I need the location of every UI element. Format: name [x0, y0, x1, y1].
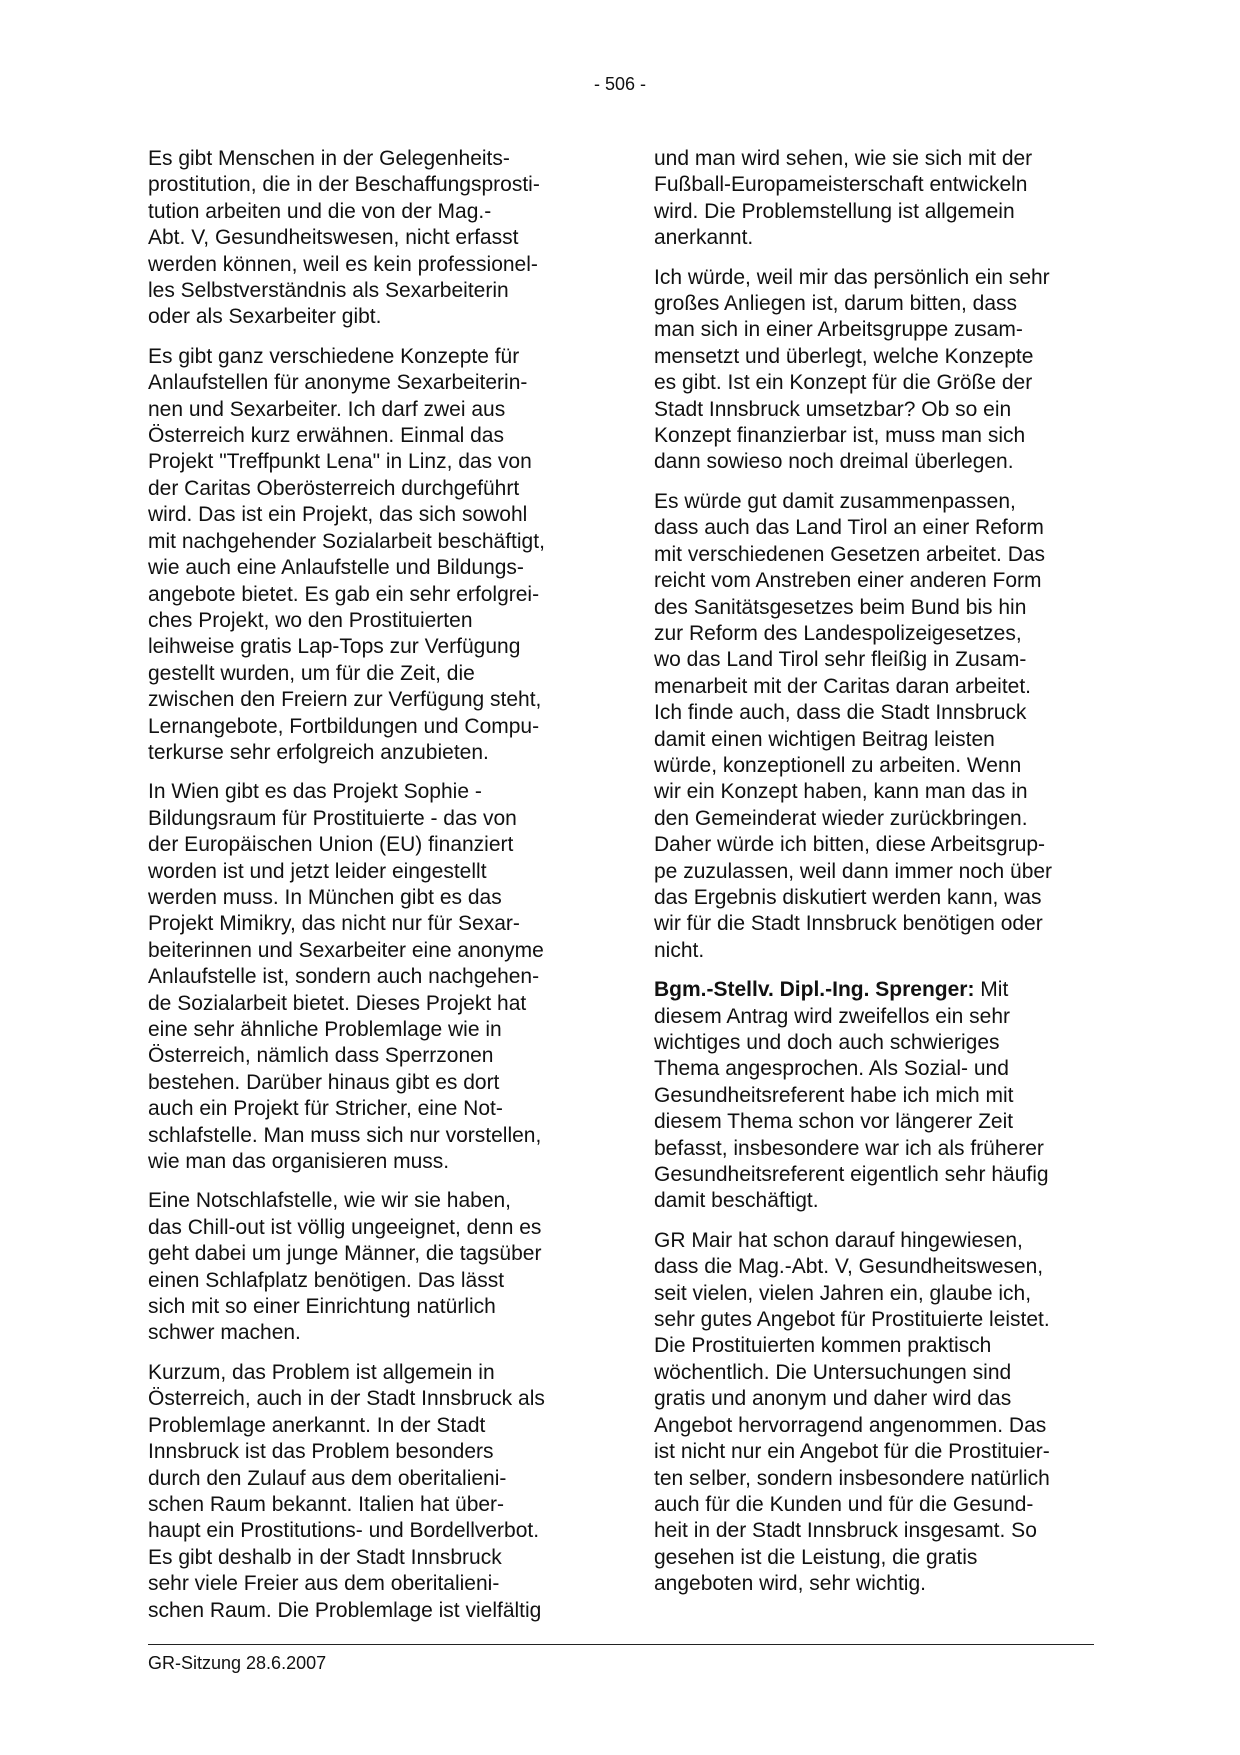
left-paragraph-2: Es gibt ganz verschiedene Konzepte für Anlaufstellen für anonyme Sexarbeiterin- nen und Sexarbeiter. Ich darf zwei aus Österreich kurz erwähnen. Einmal das Projekt "Treffpunkt Lena" in Linz, das von der Caritas Oberösterreich durchgeführt wird. Das ist ein Projekt, das sich sowohl mit nachgehender Sozialarbeit beschäftigt, wie auch eine Anlaufstelle und Bildungs- angebote bietet. Es gab ein sehr erfolgrei- ches Projekt, wo den Prostituierten leihweise gratis Lap-Tops zur Verfügung gestellt wurden, um für die Zeit, die zwischen den Freiern zur Verfügung steht, Lernangebote, Fortbildungen und Compu- terkurse sehr erfolgreich anzubieten.: [148, 344, 545, 764]
footer-session-date: GR-Sitzung 28.6.2007: [148, 1653, 327, 1673]
page-number: - 506 -: [593, 74, 647, 94]
right-paragraph-1: und man wird sehen, wie sie sich mit der Fußball-Europameisterschaft entwickeln wird. Die Problemstellung ist allgemein anerkannt.: [654, 147, 1033, 250]
left-paragraph-3: In Wien gibt es das Projekt Sophie - Bildungsraum für Prostituierte - das von der Europäischen Union (EU) finanziert worden ist und jetzt leider eingestellt werden muss. In München gibt es das Projekt Mimikry, das nicht nur für Sexar- beiterinnen und Sexarbeiter eine anonyme Anlaufstelle ist, sondern auch nachgehen- de Sozialarbeit bietet. Dieses Projekt hat eine sehr ähnliche Problemlage wie in Österreich, nämlich dass Sperrzonen bestehen. Darüber hinaus gibt es dort auch ein Projekt für Stricher, eine Not- schlafstelle. Man muss sich nur vorstellen, wie man das organisieren muss.: [148, 780, 544, 1174]
left-paragraph-4: Eine Notschlafstelle, wie wir sie haben, das Chill-out ist völlig ungeeignet, denn es geht dabei um junge Männer, die tagsüber einen Schlafplatz benötigen. Das lässt sich mit so einer Einrichtung natürlich schwer machen.: [148, 1189, 542, 1345]
speaker-name: Bgm.-Stellv. Dipl.-Ing. Sprenger:: [654, 978, 975, 1002]
right-paragraph-3: Es würde gut damit zusammenpassen, dass auch das Land Tirol an einer Reform mit verschiedenen Gesetzen arbeitet. Das reicht vom Anstreben einer anderen Form des Sanitätsgesetzes beim Bund bis hin zur Reform des Landespolizeigesetzes, wo das Land Tirol sehr fleißig in Zusam- menarbeit mit der Caritas daran arbeitet. Ich finde auch, dass die Stadt Innsbruck damit einen wichtigen Beitrag leisten würde, konzeptionell zu arbeiten. Wenn wir ein Konzept haben, kann man das in den Gemeinderat wieder zurückbringen. Daher würde ich bitten, diese Arbeitsgrup- pe zuzulassen, weil dann immer noch über das Ergebnis diskutiert werden kann, was wir für die Stadt Innsbruck benötigen oder nicht.: [654, 489, 1053, 962]
right-paragraph-2: Ich würde, weil mir das persönlich ein sehr großes Anliegen ist, darum bitten, dass man sich in einer Arbeitsgruppe zusam- mensetzt und überlegt, welche Konzepte es gibt. Ist ein Konzept für die Größe der Stadt Innsbruck umsetzbar? Ob so ein Konzept finanzierbar ist, muss man sich dann sowieso noch dreimal überlegen.: [654, 265, 1050, 474]
right-paragraph-4: [654, 977, 1094, 1215]
right-column: [654, 146, 1094, 1611]
left-paragraph-5: Kurzum, das Problem ist allgemein in Österreich, auch in der Stadt Innsbruck als Problemlage anerkannt. In der Stadt Innsbruck ist das Problem besonders durch den Zulauf aus dem oberitalieni- schen Raum bekannt. Italien hat über- haupt ein Prostitutions- und Bordellverbot. Es gibt deshalb in der Stadt Innsbruck sehr viele Freier aus dem oberitalieni- schen Raum. Die Problemlage ist vielfältig: [148, 1360, 545, 1622]
right-paragraph-5: GR Mair hat schon darauf hingewiesen, dass die Mag.-Abt. V, Gesundheitswesen, seit vielen, vielen Jahren ein, glaube ich, sehr gutes Angebot für Prostituierte leistet. Die Prostituierten kommen praktisch wöchentlich. Die Untersuchungen sind gratis und anonym und daher wird das Angebot hervorragend angenommen. Das ist nicht nur ein Angebot für die Prostituier- ten selber, sondern insbesondere natürlich auch für die Kunden und für die Gesund- heit in der Stadt Innsbruck insgesamt. So gesehen ist die Leistung, die gratis angeboten wird, sehr wichtig.: [654, 1228, 1050, 1596]
left-paragraph-1: Es gibt Menschen in der Gelegenheits- prostitution, die in der Beschaffungsprosti- tution arbeiten und die von der Mag.- Abt. V, Gesundheitswesen, nicht erfasst werden können, weil es kein professionel- les Selbstverständnis als Sexarbeiterin oder als Sexarbeiter gibt.: [148, 147, 540, 329]
left-column: [148, 146, 588, 1637]
footer-divider: [148, 1644, 1094, 1645]
speaker-statement: Mit diesem Antrag wird zweifellos ein sehr wichtiges und doch auch schwieriges Thema angesprochen. Als Sozial- und Gesundheitsreferent habe ich mich mit diesem Thema schon vor längerer Zeit befasst, insbesondere war ich als früherer Gesundheitsreferent eigentlich sehr häufig damit beschäftigt.: [654, 978, 1049, 1213]
